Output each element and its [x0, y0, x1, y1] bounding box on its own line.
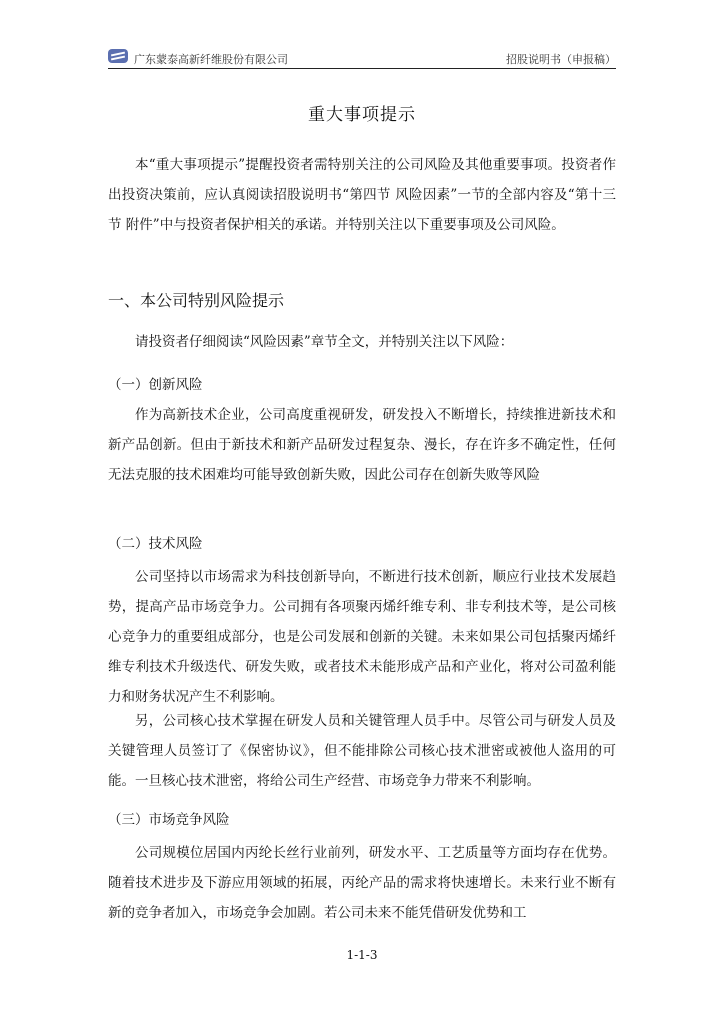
risk-heading-innovation: （一）创新风险 — [108, 377, 203, 393]
risk-paragraph-innovation: 作为高新技术企业，公司高度重视研发，研发投入不断增长，持续推进新技术和新产品创新。但由于新技术和新产品研发过程复杂、漫长，存在许多不确定性，任何无法克服的技术困难均可能导致创新失败，因此公司存在创新失败等风险 — [108, 407, 616, 483]
risk-paragraph-market-competition: 公司规模位居国内丙纶长丝行业前列，研发水平、工艺质量等方面均存在优势。随着技术进步及下游应用领域的拓展，丙纶产品的需求将快速增长。未来行业不断有新的竞争者加入，市场竞争会加剧。若公司未来不能凭借研发优势和工 — [108, 845, 616, 921]
page-title: 重大事项提示 — [308, 105, 416, 125]
section-lead-paragraph: 请投资者仔细阅读“风险因素”章节全文，并特别关注以下风险： — [135, 334, 514, 350]
company-logo-icon — [108, 49, 128, 63]
risk-heading-market-competition: （三）市场竞争风险 — [108, 812, 230, 828]
intro-paragraph: 本“重大事项提示”提醒投资者需特别关注的公司风险及其他重要事项。投资者作出投资决策前，应认真阅读招股说明书“第四节 风险因素”一节的全部内容及“第十三节 附件”中与投资者保护相关的承诺。并特别关注以下重要事项及公司风险。 — [108, 157, 616, 233]
risk-paragraph-technology-2: 另，公司核心技术掌握在研发人员和关键管理人员手中。尽管公司与研发人员及关键管理人员签订了《保密协议》，但不能排除公司核心技术泄密或被他人盗用的可能。一旦核心技术泄密，将给公司生产经营、市场竞争力带来不利影响。 — [108, 713, 616, 789]
risk-paragraph-technology-1: 公司坚持以市场需求为科技创新导向，不断进行技术创新，顺应行业技术发展趋势，提高产品市场竞争力。公司拥有各项聚丙烯纤维专利、非专利技术等，是公司核心竞争力的重要组成部分，也是公司发展和创新的关键。未来如果公司包括聚丙烯纤维专利技术升级迭代、研发失败，或者技术未能形成产品和产业化，将对公司盈利能力和财务状况产生不利影响。 — [108, 569, 616, 705]
header-document-type: 招股说明书（申报稿） — [506, 53, 616, 66]
page-header — [108, 48, 616, 69]
section-heading-special-risks: 一、本公司特别风险提示 — [108, 291, 285, 310]
header-company-name: 广东蒙泰高新纤维股份有限公司 — [134, 53, 288, 66]
page-number: 1-1-3 — [346, 948, 378, 962]
risk-heading-technology: （二）技术风险 — [108, 536, 203, 552]
